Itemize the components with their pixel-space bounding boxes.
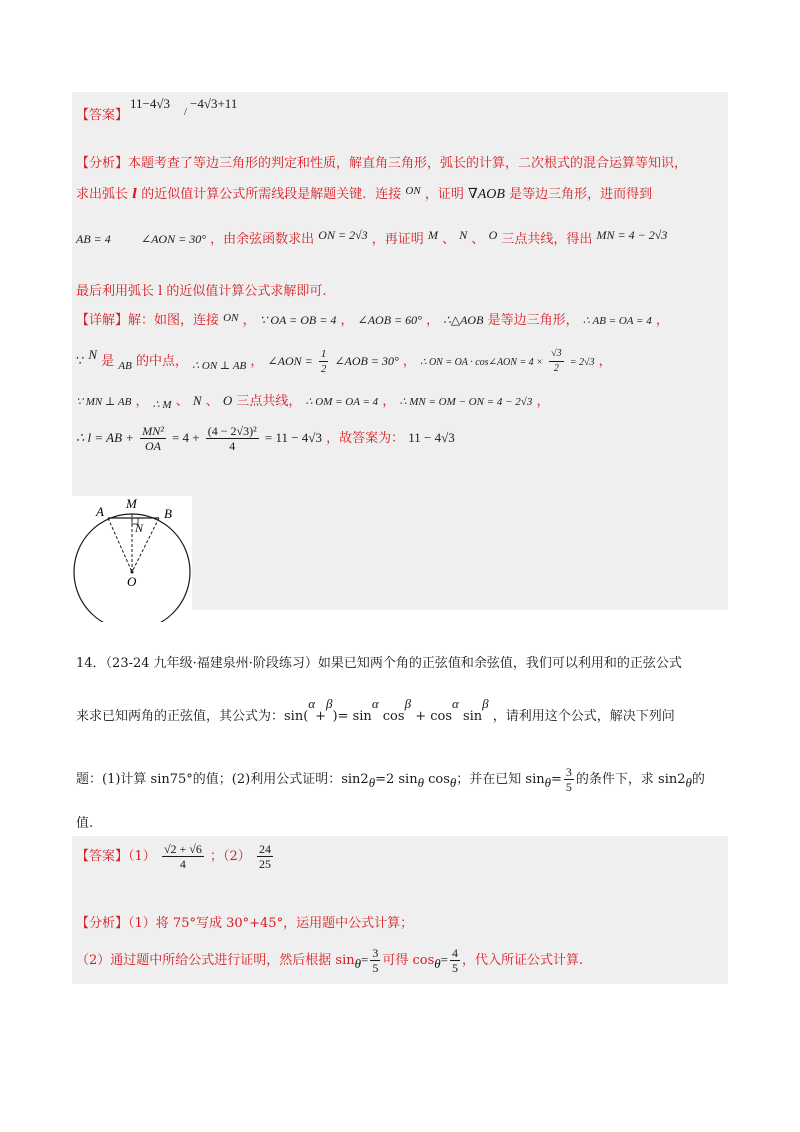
q14-stem-line4: 值. [76,816,94,831]
answer-tag: 【答案】 [76,108,129,123]
q13-analysis-line2: 求出弧长 l 的近似值计算公式所需线段是解题关键．连接 $^{ON}$ ，证明 ∇AOB 是等边三角形，进而得到 [76,185,653,202]
q14-stem-line2: 来求已知两角的正弦值，其公式为：sin(α+β)= sinα cosβ + cosα sinβ ，请利用这个公式，解决下列问 [76,696,675,724]
label-a: A [96,504,104,519]
q13-detail-line1: 【详解】解：如图，连接 $^{ON}$ ， ∵ OA = OB = 4 ， ∠AOB = 60° ， ∴△AOB 是等边三角形， ∴ AB = OA = 4 ， [76,312,669,328]
q14-analysis-line2: （2）通过题中所给公式进行证明，然后根据 sinθ= $\frac{3}{5}$ 可得 cosθ= $\frac{4}{5}$ ，代入所证公式计算. [76,946,584,975]
q14-analysis-line1: 【分析】（1）将 75°写成 30°+45°，运用题中公式计算； [76,916,414,931]
circle-diagram [72,496,192,622]
analysis-tag: 【分析】 [76,916,129,931]
q14-stem-line1: 14．（23-24 九年级·福建泉州·阶段练习）如果已知两个角的正弦值和余弦值，我们可以利用和的正弦公式 [76,656,682,671]
q13-detail-line4: ∴ l = AB + $\frac{\text{MN²}}{OA}$ = 4 + $\frac{\text{(4 − 2√3)²}}{4}$ = 11 − 4√3 ，故答案为： 11 − 4√3 [76,424,455,453]
label-b: B [164,506,172,521]
label-o: O [127,574,137,589]
circle-figure [72,496,192,622]
q13-answer-math-1: 11−4√3 [130,96,170,111]
q13-answer-math-2: −4√3+11 [190,96,238,111]
label-n: N [135,521,144,535]
analysis-tag: 【分析】 [76,156,129,171]
q14-stem-line3: 题：(1)计算 sin75°的值；(2)利用公式证明：sin2θ=2 sinθ cosθ；并在已知 sinθ= $\frac{3}{5}$ 的条件下，求 sin2θ的 [76,765,705,794]
label-m: M [126,496,137,511]
q13-analysis-line3: AB = 4 ∠AON = 30° ，由余弦函数求出 ON = 2√3 ，再证明 M 、 N 、 O 三点共线，得出 MN = 4 − 2√3 [76,228,668,247]
segment-oa [108,518,132,572]
q13-answer-sep: / [184,106,188,118]
q13-detail-line2: ∵ N 是 $_{AB}$ 的中点， $_{\therefore ON \perp AB}$ ， ∠AON = $\frac{1}{2}$ ∠AOB = 30° ， ∴ ON = OA · cos∠AON = 4 × $\frac{√3}{2}$ = 2√3 ， [76,347,612,375]
q13-answer-line [76,104,128,123]
q14-answer-line: 【答案】（1） $\frac{√2 + √6}{4}$ ；（2） $\frac{24}{25}$ [76,842,271,871]
answer-tag: 【答案】 [76,849,129,864]
q13-analysis-line4: 最后利用弧长 l 的近似值计算公式求解即可. [76,284,327,299]
detail-tag: 【详解】 [76,313,129,328]
q13-detail-line3: ∵ MN ⊥ AB ， $_{\therefore M}$ 、 N 、 O 三点共线， ∴ OM = OA = 4 ， ∴ MN = OM − ON = 4 − 2√3 ， [76,393,550,411]
q13-analysis-line1: 【分析】本题考查了等边三角形的判定和性质，解直角三角形，弧长的计算，二次根式的混合运算等知识， [76,156,688,171]
